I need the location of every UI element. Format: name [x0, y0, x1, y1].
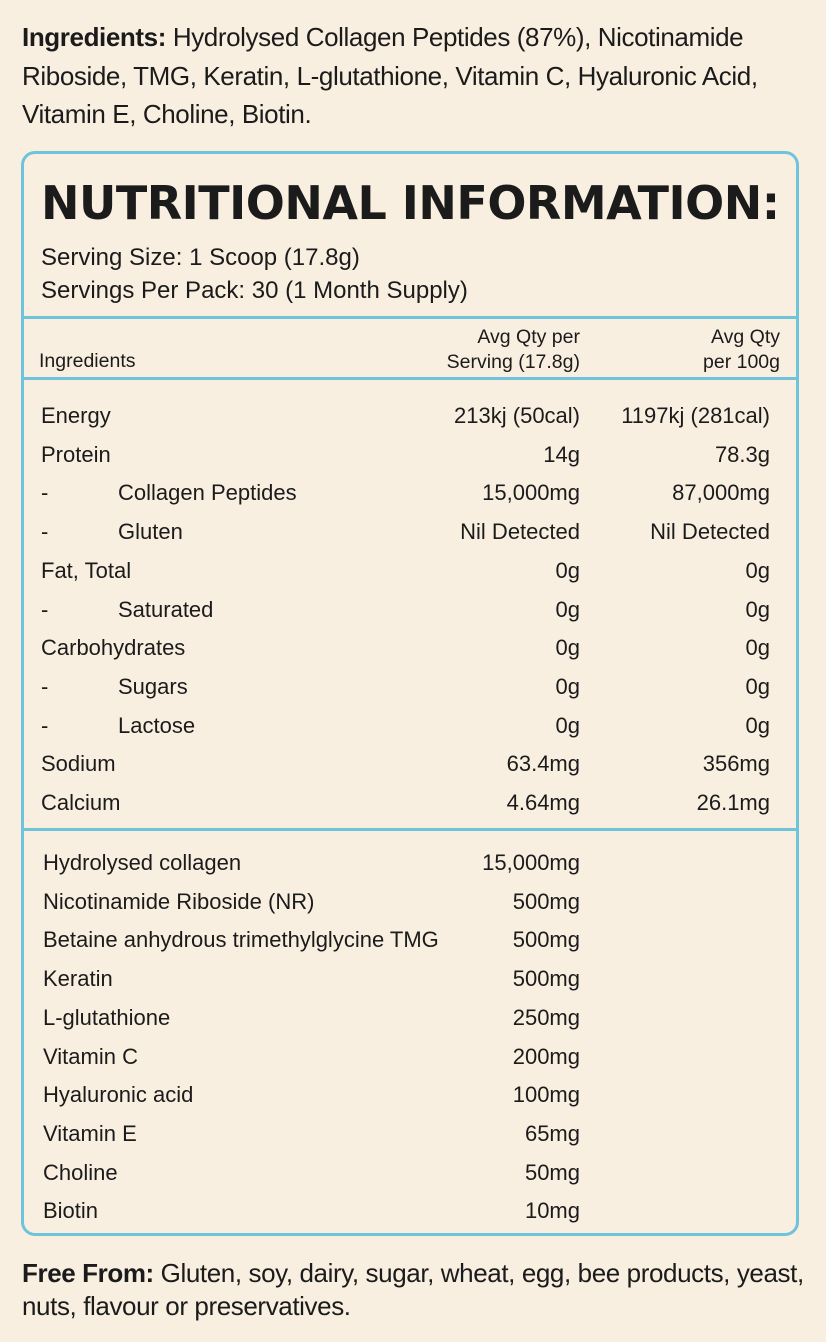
table-row	[24, 999, 796, 1037]
table-row	[24, 960, 796, 998]
table-row	[24, 552, 796, 590]
active-name: Biotin	[43, 1198, 99, 1224]
nutrient-per-100g: 356mg	[702, 751, 770, 777]
free-from-list: Gluten, soy, dairy, sugar, wheat, egg, bee products, yeast, nuts, flavour or preservatives.	[22, 1258, 804, 1321]
table-row	[24, 1192, 796, 1230]
active-name: Vitamin C	[43, 1043, 138, 1069]
sub-item-dash: -	[41, 712, 49, 738]
servings-per-pack: Servings Per Pack: 30 (1 Month Supply)	[41, 277, 468, 304]
table-row	[24, 1076, 796, 1114]
active-per-serving: 15,000mg	[482, 850, 580, 875]
free-from-label: Free From:	[22, 1258, 154, 1288]
active-per-serving: 500mg	[512, 927, 580, 953]
table-row	[24, 397, 796, 435]
sub-item-dash: -	[41, 480, 49, 506]
active-name: Keratin	[43, 966, 113, 992]
nutrient-name: Fat, Total	[41, 557, 132, 583]
nutrient-per-100g: Nil Detected	[650, 519, 770, 545]
active-per-serving: 500mg	[512, 966, 580, 992]
nutrient-per-serving: 213kj (50cal)	[454, 403, 580, 428]
active-per-serving: 250mg	[512, 1004, 580, 1030]
active-name: Vitamin E	[43, 1120, 137, 1146]
serving-size: Serving Size: 1 Scoop (17.8g)	[41, 244, 360, 271]
table-row	[24, 921, 796, 959]
nutrient-per-100g: 0g	[745, 673, 770, 699]
nutrient-per-serving: 14g	[543, 441, 580, 467]
nutrient-per-100g: 87,000mg	[672, 480, 770, 506]
col-header-serving-line2: Serving (17.8g)	[446, 351, 580, 373]
table-row	[24, 844, 796, 882]
nutrient-per-serving: 0g	[555, 673, 580, 699]
nutrient-name: Saturated	[118, 596, 214, 622]
nutrient-per-serving: 0g	[555, 635, 580, 661]
table-row	[24, 707, 796, 745]
table-row	[24, 1038, 796, 1076]
nutrient-per-serving: 63.4mg	[506, 751, 580, 777]
nutrient-per-100g: 0g	[745, 557, 770, 583]
nutrient-name: Lactose	[118, 712, 196, 738]
nutrient-per-serving: 0g	[555, 557, 580, 583]
nutrition-panel	[21, 151, 799, 1236]
nutrient-per-100g: 78.3g	[714, 441, 770, 467]
col-header-per100-line1: Avg Qty	[710, 326, 780, 348]
sub-item-dash: -	[41, 673, 49, 699]
nutrient-per-serving: 15,000mg	[482, 480, 580, 506]
active-per-serving: 500mg	[512, 888, 580, 914]
divider-top	[24, 316, 796, 319]
table-row	[24, 745, 796, 783]
active-per-serving: 200mg	[512, 1043, 580, 1069]
nutrient-per-serving: 0g	[555, 712, 580, 738]
nutrient-per-serving: 4.64mg	[506, 790, 580, 815]
nutrient-per-100g: 26.1mg	[696, 790, 770, 815]
active-name: Nicotinamide Riboside (NR)	[43, 888, 315, 914]
col-header-per100-line2: per 100g	[703, 351, 780, 373]
nutrient-name: Protein	[41, 441, 111, 467]
active-name: Choline	[43, 1159, 118, 1185]
col-header-per100	[703, 325, 780, 375]
active-per-serving: 65mg	[524, 1120, 580, 1146]
free-from-statement	[22, 1257, 812, 1323]
nutrient-name: Carbohydrates	[41, 635, 186, 661]
panel-title: NUTRITIONAL INFORMATION:	[41, 176, 780, 230]
nutrient-per-100g: 0g	[745, 596, 770, 622]
table-row	[24, 1154, 796, 1192]
active-per-serving: 10mg	[524, 1198, 580, 1224]
table-row	[24, 629, 796, 667]
nutrient-per-100g: 1197kj (281cal)	[621, 403, 770, 428]
nutrient-per-100g: 0g	[745, 712, 770, 738]
active-name: Hyaluronic acid	[43, 1082, 194, 1108]
table-row	[24, 784, 796, 822]
nutrient-per-100g: 0g	[745, 635, 770, 661]
nutrient-per-serving: 0g	[555, 596, 580, 622]
active-name: Betaine anhydrous trimethylglycine TMG	[43, 927, 439, 953]
active-per-serving: 100mg	[512, 1082, 580, 1108]
sub-item-dash: -	[41, 596, 49, 622]
table-row	[24, 1115, 796, 1153]
col-header-ingredients: Ingredients	[39, 350, 136, 372]
table-row	[24, 513, 796, 551]
active-name: L-glutathione	[43, 1004, 171, 1030]
divider-header	[24, 377, 796, 380]
active-per-serving: 50mg	[524, 1159, 580, 1185]
table-row	[24, 436, 796, 474]
nutrient-name: Collagen Peptides	[118, 480, 297, 506]
col-header-serving	[447, 325, 580, 375]
col-header-serving-line1: Avg Qty per	[477, 326, 580, 348]
active-name: Hydrolysed collagen	[43, 850, 242, 875]
table-row	[24, 668, 796, 706]
nutrient-name: Energy	[41, 403, 111, 428]
ingredients-list: Hydrolysed Collagen Peptides (87%), Nicotinamide Riboside, TMG, Keratin, L-glutathione, Vitamin C, Hyaluronic Acid, Vitamin E, Choline, Biotin.	[22, 22, 758, 129]
ingredients-statement	[22, 18, 812, 134]
nutrient-name: Gluten	[118, 519, 183, 545]
nutrient-name: Sodium	[41, 751, 116, 777]
nutrient-name: Calcium	[41, 790, 121, 815]
divider-actives	[24, 828, 796, 831]
nutrient-name: Sugars	[118, 673, 188, 699]
sub-item-dash: -	[41, 519, 49, 545]
table-row	[24, 474, 796, 512]
table-row	[24, 591, 796, 629]
nutrient-per-serving: Nil Detected	[460, 519, 580, 545]
table-row	[24, 883, 796, 921]
ingredients-label: Ingredients:	[22, 22, 166, 52]
